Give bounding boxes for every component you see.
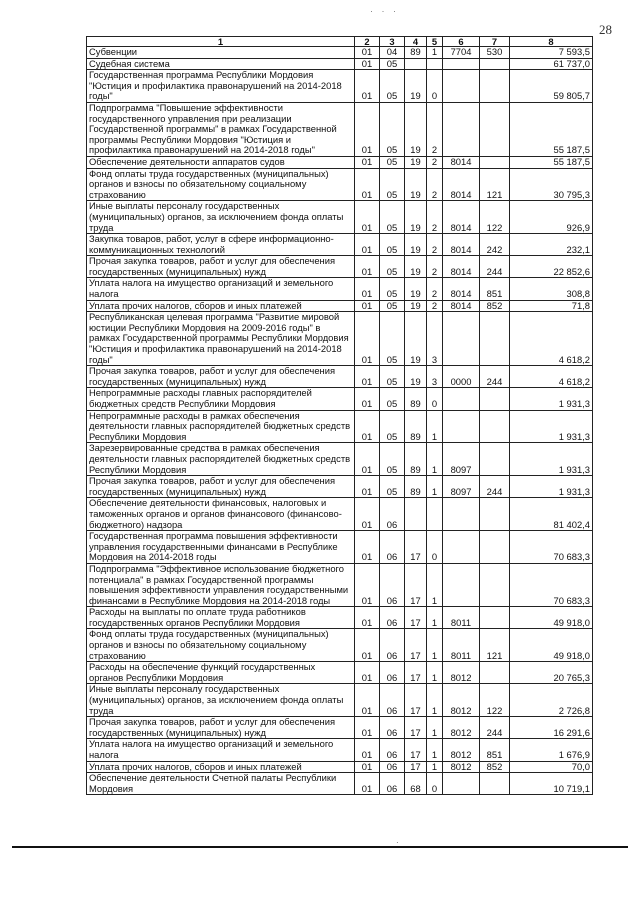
article-code-cell bbox=[443, 563, 480, 606]
program-code-cell: 19 bbox=[405, 156, 427, 168]
row-name-cell: Фонд оплаты труда государственных (муниципальных) органов и взносы по обязательному социальному страхованию bbox=[87, 168, 355, 201]
table-row bbox=[87, 312, 593, 366]
page-number: 28 bbox=[599, 22, 612, 37]
subprogram-code-cell: 2 bbox=[427, 156, 443, 168]
expense-type-cell bbox=[480, 662, 510, 684]
subsection-code-cell: 04 bbox=[380, 47, 405, 59]
subsection-code-cell: 05 bbox=[380, 256, 405, 278]
expense-type-cell: 242 bbox=[480, 234, 510, 256]
table-row bbox=[87, 234, 593, 256]
subsection-code-cell: 05 bbox=[380, 366, 405, 388]
article-code-cell: 8011 bbox=[443, 629, 480, 662]
expense-type-cell bbox=[480, 498, 510, 531]
section-code-cell: 01 bbox=[355, 168, 380, 201]
article-code-cell: 8097 bbox=[443, 476, 480, 498]
subsection-code-cell: 05 bbox=[380, 443, 405, 476]
row-name-cell: Государственная программа повышения эффективности управления государственными финансами в Республике Мордовия на 2014-2018 годы bbox=[87, 531, 355, 564]
row-name-cell: Уплата прочих налогов, сборов и иных платежей bbox=[87, 300, 355, 312]
section-code-cell: 01 bbox=[355, 717, 380, 739]
amount-cell: 16 291,6 bbox=[510, 717, 593, 739]
article-code-cell: 8014 bbox=[443, 168, 480, 201]
subsection-code-cell: 05 bbox=[380, 58, 405, 70]
article-code-cell bbox=[443, 531, 480, 564]
article-code-cell: 8012 bbox=[443, 717, 480, 739]
subprogram-code-cell: 1 bbox=[427, 739, 443, 761]
subsection-code-cell: 05 bbox=[380, 388, 405, 410]
table-row bbox=[87, 168, 593, 201]
section-code-cell: 01 bbox=[355, 773, 380, 795]
table-row bbox=[87, 761, 593, 773]
amount-cell: 926,9 bbox=[510, 201, 593, 234]
subprogram-code-cell: 1 bbox=[427, 47, 443, 59]
program-code-cell: 19 bbox=[405, 256, 427, 278]
amount-cell: 22 852,6 bbox=[510, 256, 593, 278]
row-name-cell: Субвенции bbox=[87, 47, 355, 59]
table-row bbox=[87, 47, 593, 59]
expense-type-cell: 851 bbox=[480, 278, 510, 300]
row-name-cell: Иные выплаты персоналу государственных (муниципальных) органов, за исключением фонда оплаты труда bbox=[87, 201, 355, 234]
program-code-cell bbox=[405, 58, 427, 70]
subprogram-code-cell: 3 bbox=[427, 312, 443, 366]
expense-type-cell bbox=[480, 563, 510, 606]
subsection-code-cell: 06 bbox=[380, 662, 405, 684]
amount-cell: 7 593,5 bbox=[510, 47, 593, 59]
amount-cell: 61 737,0 bbox=[510, 58, 593, 70]
program-code-cell: 89 bbox=[405, 388, 427, 410]
expense-type-cell bbox=[480, 388, 510, 410]
program-code-cell: 68 bbox=[405, 773, 427, 795]
row-name-cell: Прочая закупка товаров, работ и услуг для обеспечения государственных (муниципальных) нужд bbox=[87, 366, 355, 388]
row-name-cell: Зарезервированные средства в рамках обеспечения деятельности главных распорядителей бюджетных средств Республики Мордовия bbox=[87, 443, 355, 476]
section-code-cell: 01 bbox=[355, 300, 380, 312]
expense-type-cell: 530 bbox=[480, 47, 510, 59]
subsection-code-cell: 05 bbox=[380, 278, 405, 300]
row-name-cell: Прочая закупка товаров, работ и услуг для обеспечения государственных (муниципальных) нужд bbox=[87, 717, 355, 739]
table-row bbox=[87, 684, 593, 717]
section-code-cell: 01 bbox=[355, 47, 380, 59]
expense-type-cell bbox=[480, 312, 510, 366]
program-code-cell: 17 bbox=[405, 607, 427, 629]
expense-type-cell: 852 bbox=[480, 761, 510, 773]
section-code-cell: 01 bbox=[355, 278, 380, 300]
section-code-cell: 01 bbox=[355, 312, 380, 366]
subprogram-code-cell: 2 bbox=[427, 278, 443, 300]
section-code-cell: 01 bbox=[355, 531, 380, 564]
subprogram-code-cell: 1 bbox=[427, 563, 443, 606]
subprogram-code-cell: 2 bbox=[427, 102, 443, 156]
subprogram-code-cell: 1 bbox=[427, 684, 443, 717]
row-name-cell: Государственная программа Республики Мордовия "Юстиция и профилактика правонарушений на 2014-2018 годы" bbox=[87, 70, 355, 103]
row-name-cell: Фонд оплаты труда государственных (муниципальных) органов и взносы по обязательному социальному страхованию bbox=[87, 629, 355, 662]
article-code-cell: 8012 bbox=[443, 761, 480, 773]
expense-type-cell: 121 bbox=[480, 168, 510, 201]
table-row bbox=[87, 156, 593, 168]
section-code-cell: 01 bbox=[355, 629, 380, 662]
row-name-cell: Подпрограмма "Эффективное использование бюджетного потенциала" в рамках Государственной программы повышения эффективности управления государственными финансами в Республике Мордовия на 2014-2018 годы bbox=[87, 563, 355, 606]
table-row bbox=[87, 773, 593, 795]
program-code-cell: 89 bbox=[405, 476, 427, 498]
amount-cell: 30 795,3 bbox=[510, 168, 593, 201]
expense-type-cell bbox=[480, 102, 510, 156]
section-code-cell: 01 bbox=[355, 256, 380, 278]
subprogram-code-cell: 2 bbox=[427, 300, 443, 312]
table-row bbox=[87, 717, 593, 739]
subprogram-code-cell: 1 bbox=[427, 607, 443, 629]
section-code-cell: 01 bbox=[355, 410, 380, 443]
program-code-cell: 17 bbox=[405, 739, 427, 761]
table-row bbox=[87, 563, 593, 606]
article-code-cell: 8012 bbox=[443, 684, 480, 717]
amount-cell: 1 931,3 bbox=[510, 476, 593, 498]
section-code-cell: 01 bbox=[355, 58, 380, 70]
amount-cell: 49 918,0 bbox=[510, 607, 593, 629]
subprogram-code-cell: 1 bbox=[427, 476, 443, 498]
article-code-cell bbox=[443, 410, 480, 443]
expense-type-cell: 851 bbox=[480, 739, 510, 761]
section-code-cell: 01 bbox=[355, 102, 380, 156]
article-code-cell: 8014 bbox=[443, 234, 480, 256]
row-name-cell: Прочая закупка товаров, работ и услуг для обеспечения государственных (муниципальных) нужд bbox=[87, 256, 355, 278]
section-code-cell: 01 bbox=[355, 761, 380, 773]
subsection-code-cell: 06 bbox=[380, 717, 405, 739]
article-code-cell: 8014 bbox=[443, 201, 480, 234]
subsection-code-cell: 06 bbox=[380, 498, 405, 531]
page-bottom-rule bbox=[12, 846, 628, 848]
row-name-cell: Уплата налога на имущество организаций и земельного налога bbox=[87, 278, 355, 300]
subsection-code-cell: 05 bbox=[380, 234, 405, 256]
amount-cell: 49 918,0 bbox=[510, 629, 593, 662]
row-name-cell: Непрограммные расходы главных распорядителей бюджетных средств Республики Мордовия bbox=[87, 388, 355, 410]
row-name-cell: Судебная система bbox=[87, 58, 355, 70]
program-code-cell: 89 bbox=[405, 47, 427, 59]
expense-type-cell: 244 bbox=[480, 366, 510, 388]
table-row bbox=[87, 366, 593, 388]
section-code-cell: 01 bbox=[355, 388, 380, 410]
section-code-cell: 01 bbox=[355, 443, 380, 476]
column-header: 1 bbox=[87, 37, 355, 47]
subprogram-code-cell: 0 bbox=[427, 531, 443, 564]
subsection-code-cell: 05 bbox=[380, 201, 405, 234]
expense-type-cell: 852 bbox=[480, 300, 510, 312]
subsection-code-cell: 05 bbox=[380, 102, 405, 156]
article-code-cell bbox=[443, 388, 480, 410]
column-header: 3 bbox=[380, 37, 405, 47]
subprogram-code-cell bbox=[427, 498, 443, 531]
amount-cell: 4 618,2 bbox=[510, 366, 593, 388]
amount-cell: 81 402,4 bbox=[510, 498, 593, 531]
article-code-cell bbox=[443, 102, 480, 156]
subsection-code-cell: 05 bbox=[380, 300, 405, 312]
subprogram-code-cell: 0 bbox=[427, 388, 443, 410]
expense-type-cell bbox=[480, 58, 510, 70]
section-code-cell: 01 bbox=[355, 739, 380, 761]
table-row bbox=[87, 531, 593, 564]
subprogram-code-cell: 1 bbox=[427, 761, 443, 773]
expense-type-cell bbox=[480, 607, 510, 629]
section-code-cell: 01 bbox=[355, 156, 380, 168]
program-code-cell: 19 bbox=[405, 168, 427, 201]
program-code-cell bbox=[405, 498, 427, 531]
table-row bbox=[87, 607, 593, 629]
program-code-cell: 19 bbox=[405, 278, 427, 300]
table-row bbox=[87, 278, 593, 300]
budget-table bbox=[86, 36, 593, 795]
amount-cell: 232,1 bbox=[510, 234, 593, 256]
amount-cell: 4 618,2 bbox=[510, 312, 593, 366]
row-name-cell: Непрограммные расходы в рамках обеспечения деятельности главных распорядителей бюджетных средств Республики Мордовия bbox=[87, 410, 355, 443]
program-code-cell: 17 bbox=[405, 531, 427, 564]
table-row bbox=[87, 300, 593, 312]
column-header: 4 bbox=[405, 37, 427, 47]
expense-type-cell bbox=[480, 156, 510, 168]
row-name-cell: Иные выплаты персоналу государственных (муниципальных) органов, за исключением фонда оплаты труда bbox=[87, 684, 355, 717]
program-code-cell: 19 bbox=[405, 102, 427, 156]
subprogram-code-cell: 0 bbox=[427, 70, 443, 103]
expense-type-cell: 244 bbox=[480, 717, 510, 739]
expense-type-cell bbox=[480, 410, 510, 443]
row-name-cell: Расходы на обеспечение функций государственных органов Республики Мордовия bbox=[87, 662, 355, 684]
subprogram-code-cell: 0 bbox=[427, 773, 443, 795]
subprogram-code-cell: 3 bbox=[427, 366, 443, 388]
column-header: 8 bbox=[510, 37, 593, 47]
row-name-cell: Уплата налога на имущество организаций и земельного налога bbox=[87, 739, 355, 761]
amount-cell: 308,8 bbox=[510, 278, 593, 300]
subprogram-code-cell: 2 bbox=[427, 234, 443, 256]
subsection-code-cell: 05 bbox=[380, 312, 405, 366]
program-code-cell: 17 bbox=[405, 717, 427, 739]
expense-type-cell: 244 bbox=[480, 256, 510, 278]
section-code-cell: 01 bbox=[355, 662, 380, 684]
program-code-cell: 19 bbox=[405, 234, 427, 256]
subprogram-code-cell: 2 bbox=[427, 256, 443, 278]
article-code-cell: 8014 bbox=[443, 156, 480, 168]
scan-artifact: · · · bbox=[370, 6, 399, 16]
section-code-cell: 01 bbox=[355, 684, 380, 717]
subprogram-code-cell: 1 bbox=[427, 717, 443, 739]
amount-cell: 55 187,5 bbox=[510, 102, 593, 156]
subprogram-code-cell: 1 bbox=[427, 443, 443, 476]
subprogram-code-cell bbox=[427, 58, 443, 70]
article-code-cell: 8014 bbox=[443, 278, 480, 300]
subsection-code-cell: 05 bbox=[380, 476, 405, 498]
scan-artifact: · bbox=[396, 838, 399, 847]
table-row bbox=[87, 443, 593, 476]
article-code-cell bbox=[443, 58, 480, 70]
subsection-code-cell: 06 bbox=[380, 761, 405, 773]
program-code-cell: 19 bbox=[405, 312, 427, 366]
subsection-code-cell: 06 bbox=[380, 684, 405, 717]
table-row bbox=[87, 256, 593, 278]
amount-cell: 59 805,7 bbox=[510, 70, 593, 103]
row-name-cell: Закупка товаров, работ, услуг в сфере информационно-коммуникационных технологий bbox=[87, 234, 355, 256]
table-row bbox=[87, 410, 593, 443]
table-row bbox=[87, 739, 593, 761]
article-code-cell: 8012 bbox=[443, 739, 480, 761]
expense-type-cell: 122 bbox=[480, 684, 510, 717]
subsection-code-cell: 06 bbox=[380, 607, 405, 629]
program-code-cell: 17 bbox=[405, 761, 427, 773]
table-row bbox=[87, 629, 593, 662]
article-code-cell: 8012 bbox=[443, 662, 480, 684]
section-code-cell: 01 bbox=[355, 70, 380, 103]
article-code-cell bbox=[443, 773, 480, 795]
table-row bbox=[87, 476, 593, 498]
row-name-cell: Подпрограмма "Повышение эффективности государственного управления при реализации Государственной программы" в рамках Государственной программы Республики Мордовия "Юстиция и профилактика правонарушений на 2014-2018 годы" bbox=[87, 102, 355, 156]
amount-cell: 55 187,5 bbox=[510, 156, 593, 168]
amount-cell: 70 683,3 bbox=[510, 531, 593, 564]
article-code-cell bbox=[443, 498, 480, 531]
article-code-cell bbox=[443, 312, 480, 366]
table-row bbox=[87, 58, 593, 70]
table-header-row bbox=[87, 37, 593, 47]
expense-type-cell bbox=[480, 531, 510, 564]
expense-type-cell: 121 bbox=[480, 629, 510, 662]
amount-cell: 2 726,8 bbox=[510, 684, 593, 717]
expense-type-cell: 244 bbox=[480, 476, 510, 498]
subsection-code-cell: 05 bbox=[380, 410, 405, 443]
table-row bbox=[87, 388, 593, 410]
amount-cell: 1 931,3 bbox=[510, 443, 593, 476]
subsection-code-cell: 06 bbox=[380, 773, 405, 795]
table-row bbox=[87, 201, 593, 234]
article-code-cell: 7704 bbox=[443, 47, 480, 59]
subsection-code-cell: 06 bbox=[380, 739, 405, 761]
row-name-cell: Обеспечение деятельности финансовых, налоговых и таможенных органов и органов финансового (финансово-бюджетного) надзора bbox=[87, 498, 355, 531]
subprogram-code-cell: 1 bbox=[427, 410, 443, 443]
article-code-cell: 0000 bbox=[443, 366, 480, 388]
row-name-cell: Расходы на выплаты по оплате труда работников государственных органов Республики Мордовия bbox=[87, 607, 355, 629]
column-header: 7 bbox=[480, 37, 510, 47]
table-row bbox=[87, 662, 593, 684]
section-code-cell: 01 bbox=[355, 234, 380, 256]
expense-type-cell bbox=[480, 70, 510, 103]
column-header: 6 bbox=[443, 37, 480, 47]
article-code-cell: 8014 bbox=[443, 300, 480, 312]
subsection-code-cell: 05 bbox=[380, 70, 405, 103]
subsection-code-cell: 05 bbox=[380, 156, 405, 168]
program-code-cell: 17 bbox=[405, 563, 427, 606]
program-code-cell: 17 bbox=[405, 629, 427, 662]
amount-cell: 20 765,3 bbox=[510, 662, 593, 684]
section-code-cell: 01 bbox=[355, 607, 380, 629]
row-name-cell: Обеспечение деятельности Счетной палаты Республики Мордовия bbox=[87, 773, 355, 795]
amount-cell: 10 719,1 bbox=[510, 773, 593, 795]
program-code-cell: 19 bbox=[405, 300, 427, 312]
subprogram-code-cell: 2 bbox=[427, 168, 443, 201]
subsection-code-cell: 06 bbox=[380, 629, 405, 662]
table-row bbox=[87, 498, 593, 531]
program-code-cell: 17 bbox=[405, 684, 427, 717]
subsection-code-cell: 06 bbox=[380, 531, 405, 564]
program-code-cell: 19 bbox=[405, 70, 427, 103]
subsection-code-cell: 06 bbox=[380, 563, 405, 606]
amount-cell: 1 931,3 bbox=[510, 410, 593, 443]
program-code-cell: 89 bbox=[405, 410, 427, 443]
row-name-cell: Прочая закупка товаров, работ и услуг для обеспечения государственных (муниципальных) нужд bbox=[87, 476, 355, 498]
expense-type-cell: 122 bbox=[480, 201, 510, 234]
column-header: 5 bbox=[427, 37, 443, 47]
subprogram-code-cell: 1 bbox=[427, 662, 443, 684]
section-code-cell: 01 bbox=[355, 563, 380, 606]
program-code-cell: 17 bbox=[405, 662, 427, 684]
article-code-cell: 8011 bbox=[443, 607, 480, 629]
subprogram-code-cell: 2 bbox=[427, 201, 443, 234]
column-header: 2 bbox=[355, 37, 380, 47]
expense-type-cell bbox=[480, 773, 510, 795]
subprogram-code-cell: 1 bbox=[427, 629, 443, 662]
article-code-cell: 8014 bbox=[443, 256, 480, 278]
section-code-cell: 01 bbox=[355, 366, 380, 388]
row-name-cell: Уплата прочих налогов, сборов и иных платежей bbox=[87, 761, 355, 773]
article-code-cell: 8097 bbox=[443, 443, 480, 476]
program-code-cell: 19 bbox=[405, 201, 427, 234]
amount-cell: 1 931,3 bbox=[510, 388, 593, 410]
subsection-code-cell: 05 bbox=[380, 168, 405, 201]
amount-cell: 1 676,9 bbox=[510, 739, 593, 761]
table-row bbox=[87, 102, 593, 156]
article-code-cell bbox=[443, 70, 480, 103]
program-code-cell: 19 bbox=[405, 366, 427, 388]
program-code-cell: 89 bbox=[405, 443, 427, 476]
row-name-cell: Обеспечение деятельности аппаратов судов bbox=[87, 156, 355, 168]
section-code-cell: 01 bbox=[355, 498, 380, 531]
amount-cell: 70,0 bbox=[510, 761, 593, 773]
amount-cell: 70 683,3 bbox=[510, 563, 593, 606]
amount-cell: 71,8 bbox=[510, 300, 593, 312]
table-row bbox=[87, 70, 593, 103]
section-code-cell: 01 bbox=[355, 476, 380, 498]
section-code-cell: 01 bbox=[355, 201, 380, 234]
expense-type-cell bbox=[480, 443, 510, 476]
row-name-cell: Республиканская целевая программа "Развитие мировой юстиции Республики Мордовия на 2009-2016 годы" в рамках Государственной программы Республики Мордовия "Юстиция и профилактика правонарушений на 2014-2018 годы" bbox=[87, 312, 355, 366]
